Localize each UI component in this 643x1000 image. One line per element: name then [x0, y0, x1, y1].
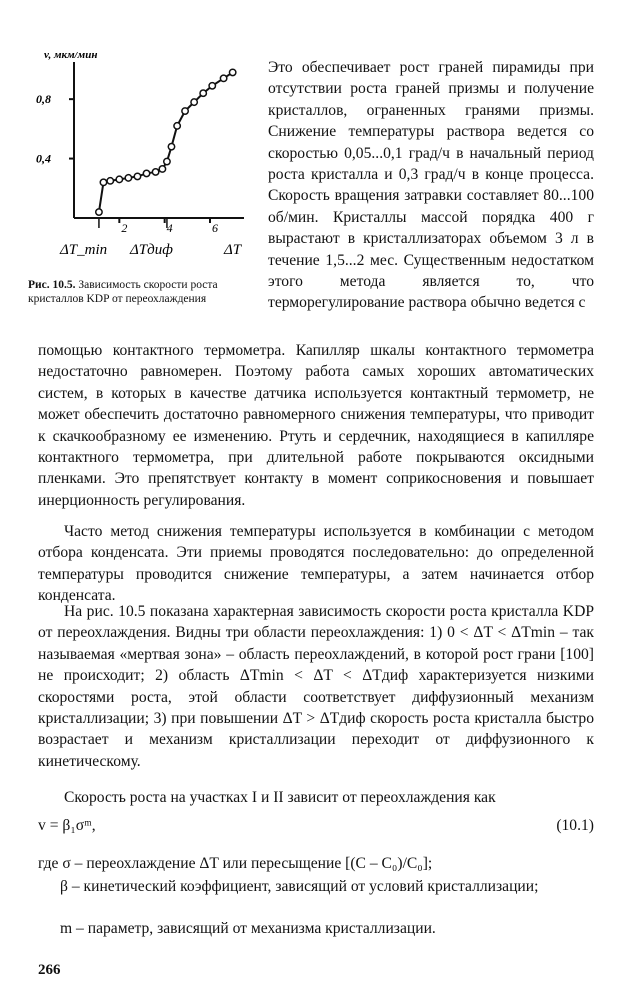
x-label-dtdif: ΔTдиф [130, 242, 173, 258]
data-point [96, 209, 102, 215]
equation-body: v = β₁σᵐ, [38, 817, 96, 834]
definition-beta: β – кинетический коэффициент, зависящий от условий кристаллизации; [60, 878, 539, 895]
x-label-dt: ΔT [224, 242, 242, 258]
y-tick-label: 0,4 [36, 151, 51, 166]
data-point [125, 175, 131, 181]
figure-caption [28, 278, 260, 306]
series-line [99, 72, 233, 212]
paragraph-figure-description: На рис. 10.5 показана характерная зависимость скорости роста кристалла KDP от переохлаждения. Видны три области переохлаждения: 1) 0 < ΔT < ΔTmin – так называемая «мертвая зона» – область переохлаждений, в которой рост грани [100] не происходит; 2) область ΔTmin < ΔT < ΔTдиф характеризуется низкими скоростями роста, этой области соответствует диффузионный механизм кристаллизации; 3) при повышении ΔT > ΔTдиф скорость роста кристалла быстро возрастает и механизм кристаллизации переходит от диффузионного к кинетическому. [38, 603, 594, 770]
right-column-text: Это обеспечивает рост граней пирамиды при отсутствии роста граней призмы и получение кристаллов, ограненных гранями призмы. Снижение температуры раствора ведется со скоростью 0,05...0,1 град/ч в начальный период роста кристалла и 0,3 град/ч в конце процесса. Скорость вращения затравки составляет 80...100 об/мин. Кристаллы массой порядка 400 г вырастают в кристаллизаторах объемом 3 л в течение 1,5...2 мес. Существенным недостатком этого метода является то, что терморегулирование раствора обычно ведется с [268, 59, 594, 312]
data-point [182, 108, 188, 114]
growth-rate-chart [22, 52, 262, 274]
figure-10-5 [22, 52, 262, 320]
definition-sigma: где σ – переохлаждение ΔT или пересыщение [(C – C₀)/C₀]; [38, 855, 433, 872]
x-label-dtmin: ΔT_min [60, 242, 108, 258]
paragraph-thermometer: помощью контактного термометра. Капилляр шкалы контактного термометра недостаточно равномерен. Поэтому работа самых хороших автоматических систем, в которых в качестве датчика используется контактный термометр, не может обеспечить достаточно равномерного снижения температуры, что приводит к скачкообразному ее изменению. Ртуть и сердечник, находящиеся в капилляре контактного термометра, при длительной работе покрываются оксидными пленками. Это препятствует контакту в момент соприкосновения и повышает инерционность регулирования. [38, 342, 594, 509]
paragraph-growth-rate: Скорость роста на участках I и II зависит от переохлаждения как [64, 789, 496, 806]
page-number: 266 [38, 962, 61, 978]
x-tick-label: 6 [212, 221, 218, 235]
data-point [152, 169, 158, 175]
definition-m: m – параметр, зависящий от механизма кристаллизации. [60, 920, 436, 937]
caption-label: Рис. 10.5. [28, 279, 76, 291]
data-point [229, 69, 235, 75]
data-point [220, 75, 226, 81]
equation-number: (10.1) [556, 817, 594, 834]
paragraph-combination: Часто метод снижения температуры используется в комбинации с методом отбора конденсата. Эти приемы проводятся последовательно: до определенной температуры проводится снижение температуры, а затем начинается отбор конденсата. [38, 523, 594, 605]
x-tick-label: 2 [121, 221, 128, 235]
caption-text: Зависимость скорости роста кристаллов KDP от переохлаждения [28, 279, 218, 305]
data-point [209, 83, 215, 89]
data-point [159, 166, 165, 172]
x-tick-label: 4 [166, 221, 173, 235]
data-point [191, 99, 197, 105]
data-point [134, 173, 140, 179]
data-point [200, 90, 206, 96]
data-point [168, 143, 174, 149]
data-point [116, 176, 122, 182]
y-axis-label: v, мкм/мин [44, 52, 98, 61]
data-point [143, 170, 149, 176]
y-tick-label: 0,8 [36, 92, 51, 107]
data-point [174, 123, 180, 129]
data-point [107, 178, 113, 184]
data-point [164, 158, 170, 164]
equation-10-1 [38, 817, 594, 839]
data-point [100, 179, 106, 185]
